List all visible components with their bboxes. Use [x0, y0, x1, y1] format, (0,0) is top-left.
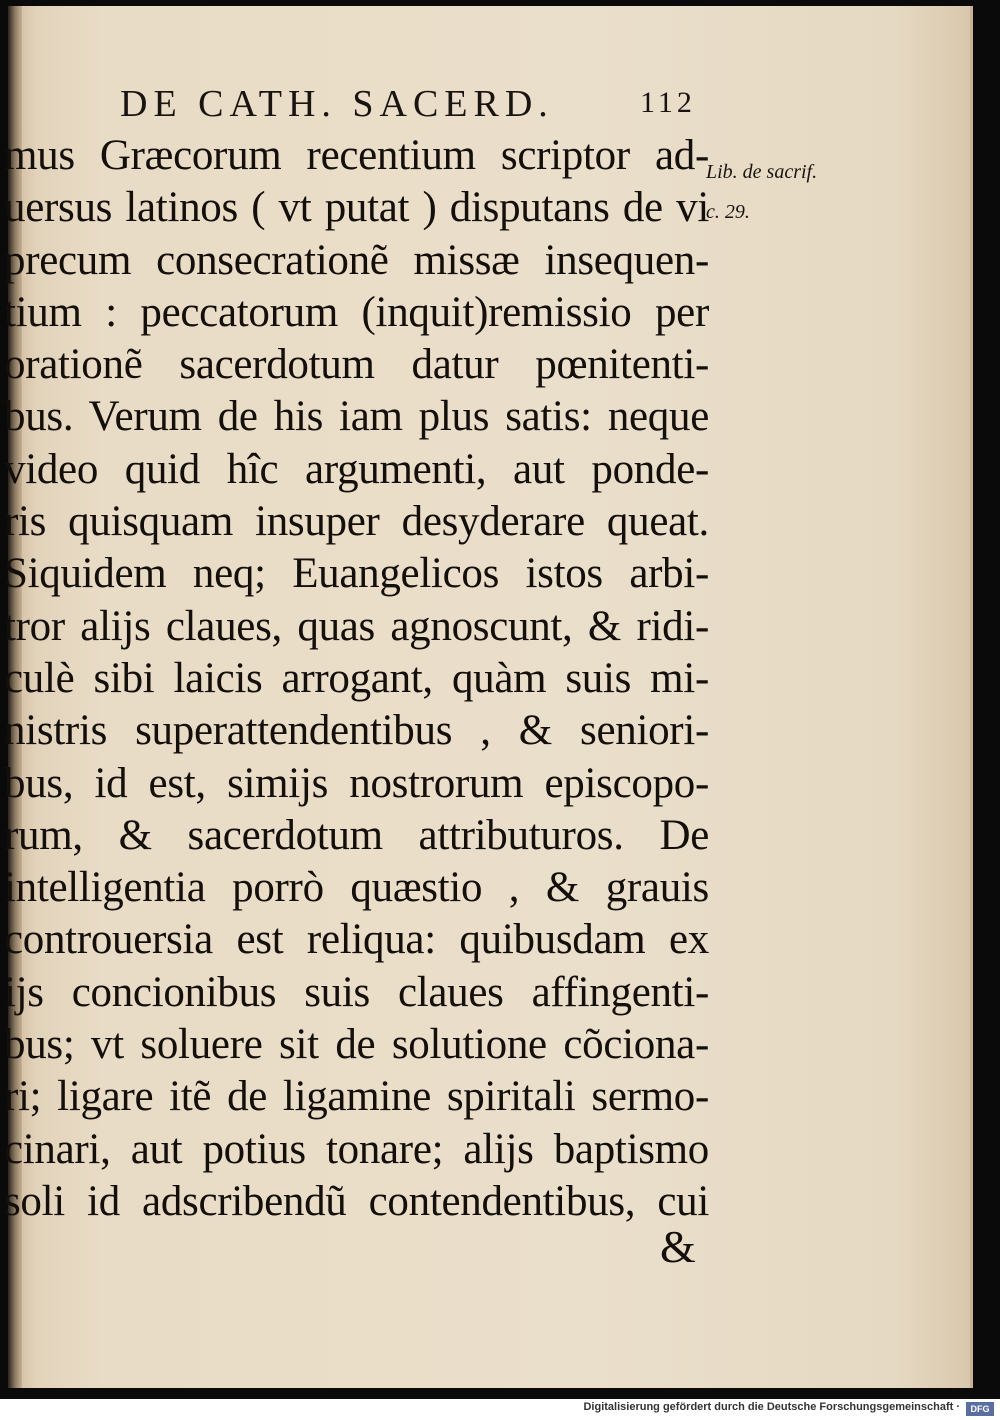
main-text-block — [4, 130, 709, 1228]
text-line: culè sibi laicis arrogant, quàm suis mi- — [4, 654, 709, 702]
margin-note — [706, 152, 846, 232]
text-line: uersus latinos ( vt putat ) disputans de vi — [4, 184, 709, 232]
catchword: & — [660, 1221, 696, 1272]
text-line: bus. Verum de his iam plus satis: neque — [4, 393, 709, 441]
text-line: ri; ligare itẽ de ligamine spiritali sermo- — [4, 1073, 709, 1121]
text-line: bus; vt soluere sit de solutione cõciona- — [4, 1021, 709, 1069]
text-line: precum consecrationẽ missæ insequen- — [4, 236, 709, 284]
text-line: mus Græcorum recentium scriptor ad- — [4, 132, 709, 179]
text-line: tium : peccatorum (inquit)remissio per — [4, 288, 709, 336]
text-line: controuersia est reliqua: quibusdam ex — [4, 916, 709, 964]
text-line: Siquidem neq; Euangelicos istos arbi- — [4, 550, 709, 598]
text-line: cinari, aut potius tonare; alijs baptismo — [4, 1125, 709, 1173]
folio-number: 112 — [640, 86, 696, 119]
text-line: video quid hîc argumenti, aut ponde- — [4, 445, 709, 493]
text-line: ris quisquam insuper desyderare queat. — [4, 498, 709, 546]
funding-notice: Digitalisierung gefördert durch die Deutsche Forschungsgemeinschaft · — [583, 1401, 960, 1413]
margin-note-line-1: Lib. de sacrif. — [706, 161, 818, 183]
text-line: soli id adscribendũ contendentibus, cui — [4, 1177, 709, 1225]
text-line: orationẽ sacerdotum datur pœnitenti- — [4, 341, 709, 389]
text-line: bus, id est, simijs nostrorum episcopo- — [4, 759, 709, 807]
text-line: ijs concionibus suis claues affingenti- — [4, 968, 709, 1016]
page-scan — [0, 2, 1000, 1399]
text-line: rum, & sacerdotum attributuros. De — [4, 811, 709, 859]
footer-bar — [0, 1399, 1000, 1420]
margin-note-line-2: c. 29. — [706, 201, 750, 223]
text-line: intelligentia porrò quæstio , & grauis — [4, 864, 709, 912]
text-line: nistris superattendentibus , & seniori- — [4, 707, 709, 755]
text-line: tror alijs claues, quas agnoscunt, & ridi- — [4, 602, 709, 650]
dfg-logo: DFG — [966, 1402, 994, 1416]
running-title: DE CATH. SACERD. — [120, 83, 554, 125]
